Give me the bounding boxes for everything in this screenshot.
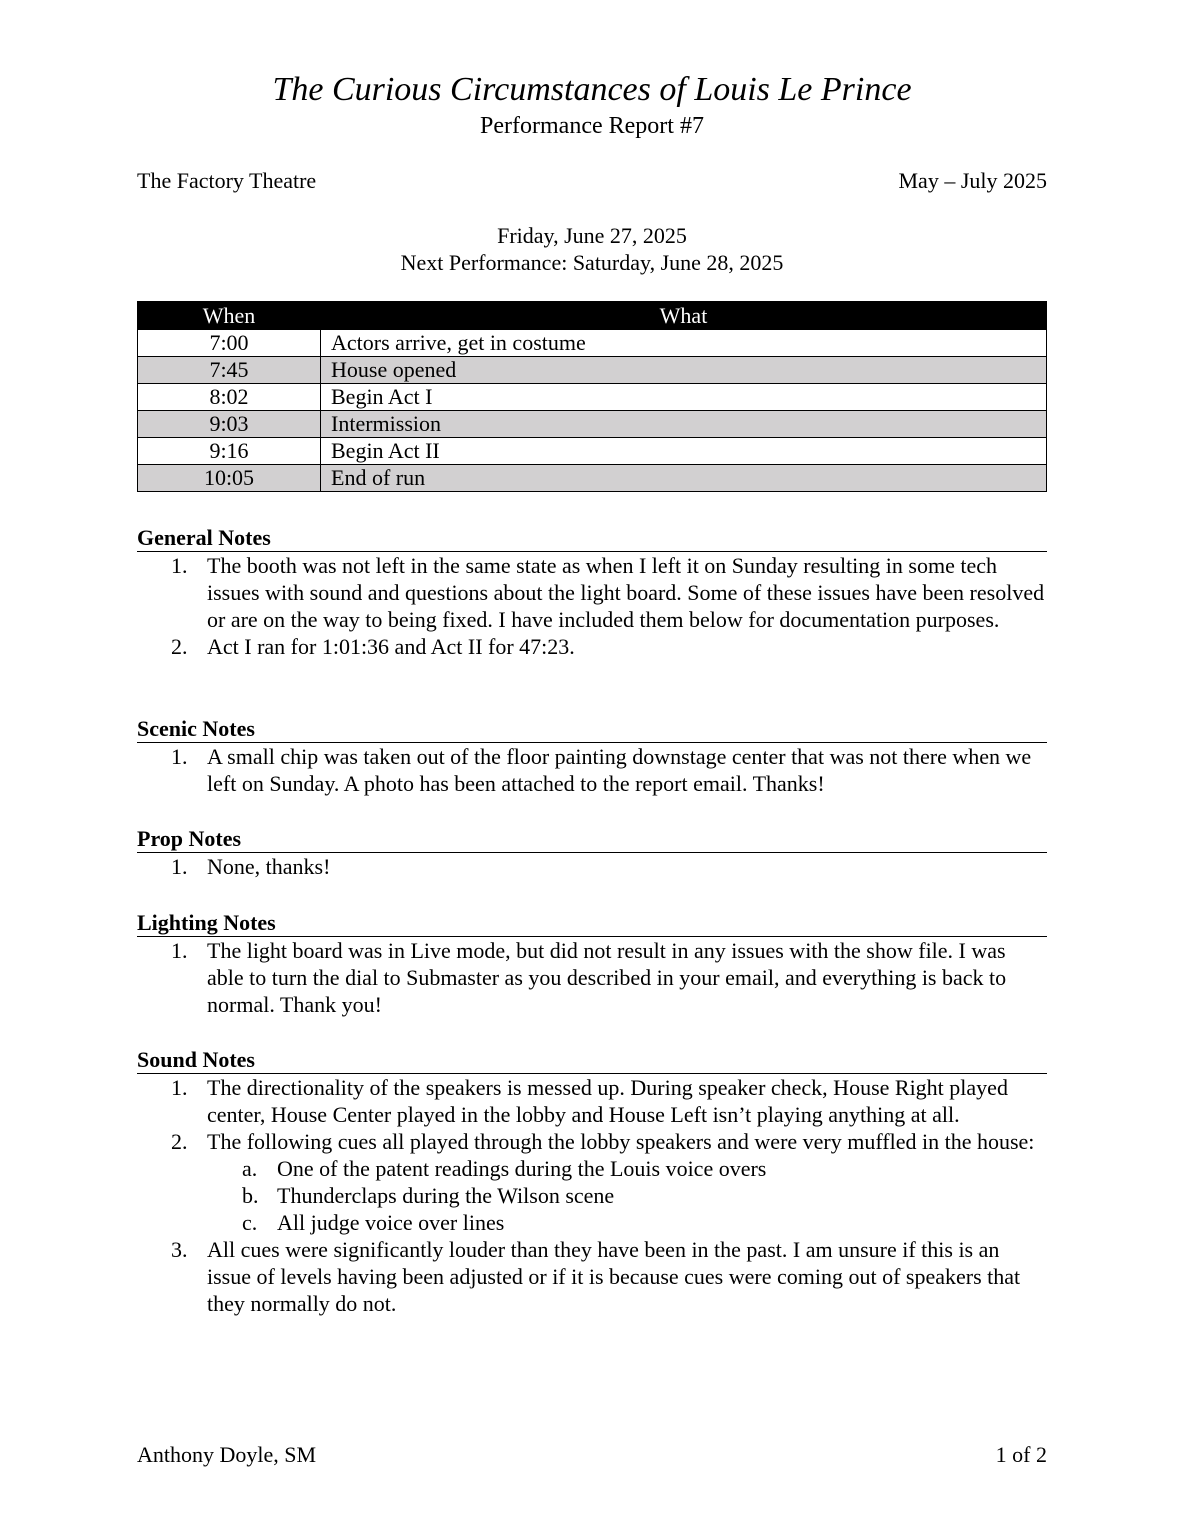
scenic-notes-section bbox=[137, 715, 1047, 797]
sub-item-letter: a. bbox=[242, 1156, 258, 1181]
table-row bbox=[138, 384, 1047, 411]
section-heading: Lighting Notes bbox=[137, 909, 1047, 937]
table-row bbox=[138, 465, 1047, 492]
item-text: The following cues all played through the lobby speakers and were very muffled in the house: bbox=[207, 1129, 1035, 1154]
general-notes-section bbox=[137, 524, 1047, 660]
when-cell: 9:16 bbox=[138, 438, 321, 465]
list-item bbox=[137, 853, 1047, 880]
what-cell: Intermission bbox=[321, 411, 1047, 438]
item-text: The light board was in Live mode, but did not result in any issues with the show file. I was able to turn the dial to Submaster as you described in your email, and everything is back to normal. Thank you! bbox=[207, 938, 1007, 1017]
performance-dates bbox=[137, 222, 1047, 276]
what-cell: Actors arrive, get in costume bbox=[321, 330, 1047, 357]
list-item bbox=[137, 1236, 1047, 1317]
notes-list bbox=[137, 937, 1047, 1018]
list-item bbox=[137, 552, 1047, 633]
section-heading: General Notes bbox=[137, 524, 1047, 552]
item-number: 1. bbox=[171, 1075, 188, 1100]
sound-notes-section bbox=[137, 1046, 1047, 1317]
sub-item-text: One of the patent readings during the Louis voice overs bbox=[277, 1156, 767, 1181]
schedule-table bbox=[137, 301, 1047, 492]
report-title: The Curious Circumstances of Louis Le Prince bbox=[272, 71, 912, 108]
what-cell: Begin Act I bbox=[321, 384, 1047, 411]
when-cell: 7:00 bbox=[138, 330, 321, 357]
item-text: All cues were significantly louder than they have been in the past. I am unsure if this is an issue of levels having been adjusted or if it is because cues were coming out of speakers that they normally do not. bbox=[207, 1237, 1021, 1316]
what-cell: Begin Act II bbox=[321, 438, 1047, 465]
column-header-what: What bbox=[321, 302, 1047, 330]
notes-list bbox=[137, 1074, 1047, 1317]
item-text: The booth was not left in the same state as when I left it on Sunday resulting in some tech issues with sound and questions about the light board. Some of these issues have been resolved or are on the way to being fixed. I have included them below for documentation purposes. bbox=[207, 553, 1045, 632]
run-dates: May – July 2025 bbox=[898, 168, 1047, 193]
when-cell: 10:05 bbox=[138, 465, 321, 492]
item-text: None, thanks! bbox=[207, 854, 331, 879]
list-item bbox=[137, 1128, 1047, 1236]
item-number: 1. bbox=[171, 854, 188, 879]
venue-name: The Factory Theatre bbox=[137, 168, 317, 193]
list-item bbox=[137, 633, 1047, 660]
prop-notes-section bbox=[137, 825, 1047, 880]
item-text: The directionality of the speakers is messed up. During speaker check, House Right played center, House Center played in the lobby and House Left isn’t playing anything at all. bbox=[207, 1075, 1008, 1127]
what-cell: End of run bbox=[321, 465, 1047, 492]
table-header-row bbox=[138, 302, 1047, 330]
sub-item-letter: b. bbox=[242, 1183, 259, 1208]
when-cell: 9:03 bbox=[138, 411, 321, 438]
table-row bbox=[138, 357, 1047, 384]
item-number: 1. bbox=[171, 744, 188, 769]
section-heading: Sound Notes bbox=[137, 1046, 1047, 1074]
when-cell: 8:02 bbox=[138, 384, 321, 411]
performance-date: Friday, June 27, 2025 bbox=[497, 223, 687, 248]
sub-list-item bbox=[137, 1209, 1047, 1236]
sub-item-text: All judge voice over lines bbox=[277, 1210, 505, 1235]
item-text: Act I ran for 1:01:36 and Act II for 47:23. bbox=[207, 634, 575, 659]
item-number: 1. bbox=[171, 553, 188, 578]
sub-item-text: Thunderclaps during the Wilson scene bbox=[277, 1183, 615, 1208]
notes-list bbox=[137, 552, 1047, 660]
notes-list bbox=[137, 853, 1047, 880]
report-subtitle: Performance Report #7 bbox=[480, 113, 704, 139]
section-heading: Scenic Notes bbox=[137, 715, 1047, 743]
next-performance: Next Performance: Saturday, June 28, 2025 bbox=[400, 250, 784, 275]
sub-list-item bbox=[137, 1182, 1047, 1209]
table-row bbox=[138, 330, 1047, 357]
list-item bbox=[137, 937, 1047, 1018]
lighting-notes-section bbox=[137, 909, 1047, 1018]
author-signature: Anthony Doyle, SM bbox=[137, 1442, 317, 1467]
column-header-when: When bbox=[138, 302, 321, 330]
item-number: 1. bbox=[171, 938, 188, 963]
table-row bbox=[138, 438, 1047, 465]
section-heading: Prop Notes bbox=[137, 825, 1047, 853]
sub-item-letter: c. bbox=[242, 1210, 258, 1235]
table-row bbox=[138, 411, 1047, 438]
list-item bbox=[137, 743, 1047, 797]
sub-list-item bbox=[137, 1155, 1047, 1182]
list-item bbox=[137, 1074, 1047, 1128]
notes-list bbox=[137, 743, 1047, 797]
when-cell: 7:45 bbox=[138, 357, 321, 384]
item-number: 2. bbox=[171, 1129, 188, 1154]
sub-list bbox=[207, 1155, 1047, 1236]
page-number: 1 of 2 bbox=[995, 1442, 1047, 1467]
what-cell: House opened bbox=[321, 357, 1047, 384]
item-text: A small chip was taken out of the floor painting downstage center that was not there when we left on Sunday. A photo has been attached to the report email. Thanks! bbox=[207, 744, 1032, 796]
item-number: 3. bbox=[171, 1237, 188, 1262]
item-number: 2. bbox=[171, 634, 188, 659]
